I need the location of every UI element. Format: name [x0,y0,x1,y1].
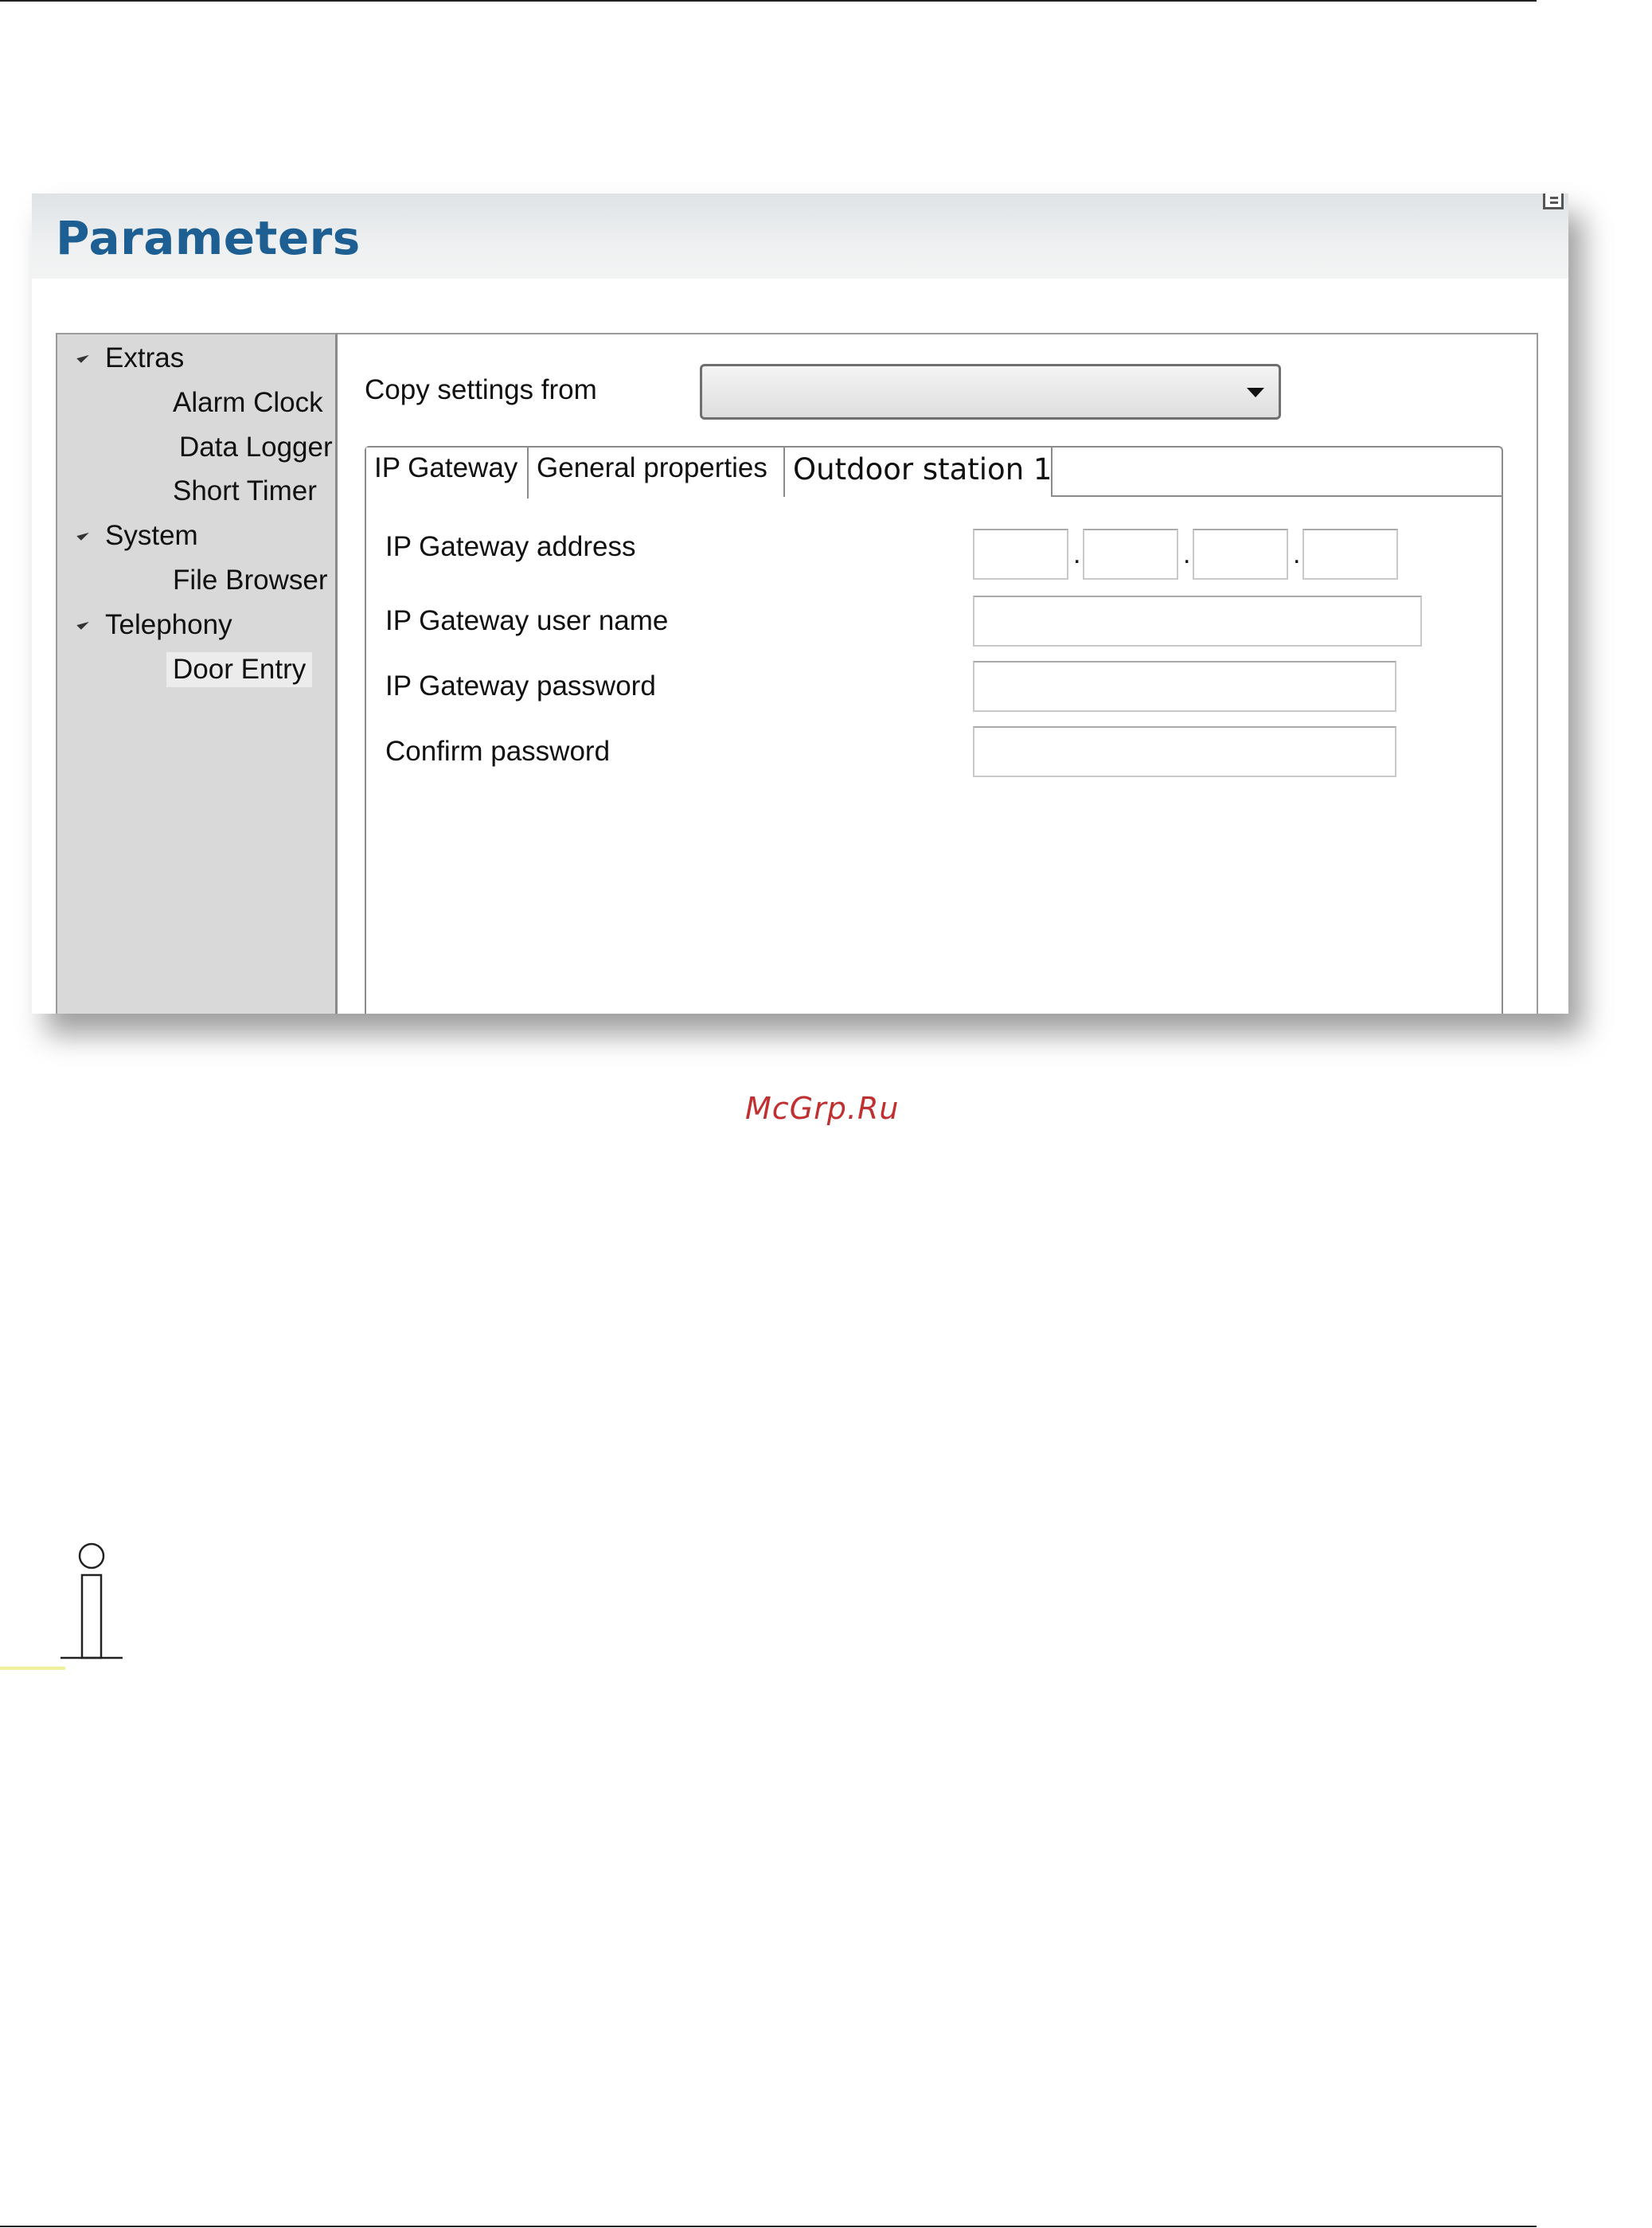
window-title: Parameters [56,211,361,265]
tab-outdoor-station-1[interactable]: Outdoor station 1 [785,448,1053,497]
page-top-rule [0,0,1537,2]
tree-item-extras[interactable] [80,342,184,374]
info-icon [0,1537,127,1672]
expand-triangle-icon[interactable] [76,528,89,541]
tab-ip-gateway[interactable]: IP Gateway [366,448,529,498]
tree-item-short-timer[interactable]: Short Timer [173,475,317,506]
settings-tab-panel [365,446,1503,1014]
ip-address-separator: . [1073,539,1081,569]
ip-address-octet-2[interactable] [1083,529,1178,580]
ip-gateway-username-field[interactable] [973,596,1422,647]
window-menu-icon[interactable] [1543,193,1564,209]
ip-address-octet-1[interactable] [973,529,1068,580]
ip-gateway-address-label: IP Gateway address [385,531,636,562]
window-header [32,193,1568,279]
confirm-password-label: Confirm password [385,736,611,767]
tree-item-label: System [105,520,198,551]
parameters-content [338,333,1538,1014]
ip-gateway-password-field[interactable] [973,661,1396,712]
ip-address-separator: . [1293,539,1301,569]
ip-address-octet-4[interactable] [1302,529,1398,580]
expand-triangle-icon[interactable] [76,617,89,630]
expand-triangle-icon[interactable] [76,350,89,363]
page-bottom-rule [0,2226,1537,2227]
copy-settings-select[interactable] [700,364,1281,420]
tree-item-label: Extras [105,342,185,373]
ip-address-octet-3[interactable] [1193,529,1288,580]
copy-settings-label: Copy settings from [365,374,597,405]
parameters-tree [56,333,338,1014]
chevron-down-icon[interactable] [1247,388,1264,397]
ip-address-separator: . [1183,539,1191,569]
tab-bar [366,448,1502,497]
confirm-password-field[interactable] [973,726,1396,777]
tree-item-label: Telephony [105,609,232,640]
ip-gateway-password-label: IP Gateway password [385,670,656,702]
tab-general-properties[interactable]: General properties [529,448,785,497]
tree-item-data-logger[interactable]: Data Logger [179,432,333,463]
tree-item-file-browser[interactable]: File Browser [173,565,328,596]
tree-item-system[interactable] [80,520,198,552]
ip-gateway-username-label: IP Gateway user name [385,605,669,636]
watermark: McGrp.Ru [745,1091,900,1126]
tree-item-alarm-clock[interactable]: Alarm Clock [173,387,323,418]
tree-item-door-entry[interactable]: Door Entry [166,652,312,687]
tree-item-telephony[interactable] [80,609,232,641]
parameters-window [32,193,1568,1014]
